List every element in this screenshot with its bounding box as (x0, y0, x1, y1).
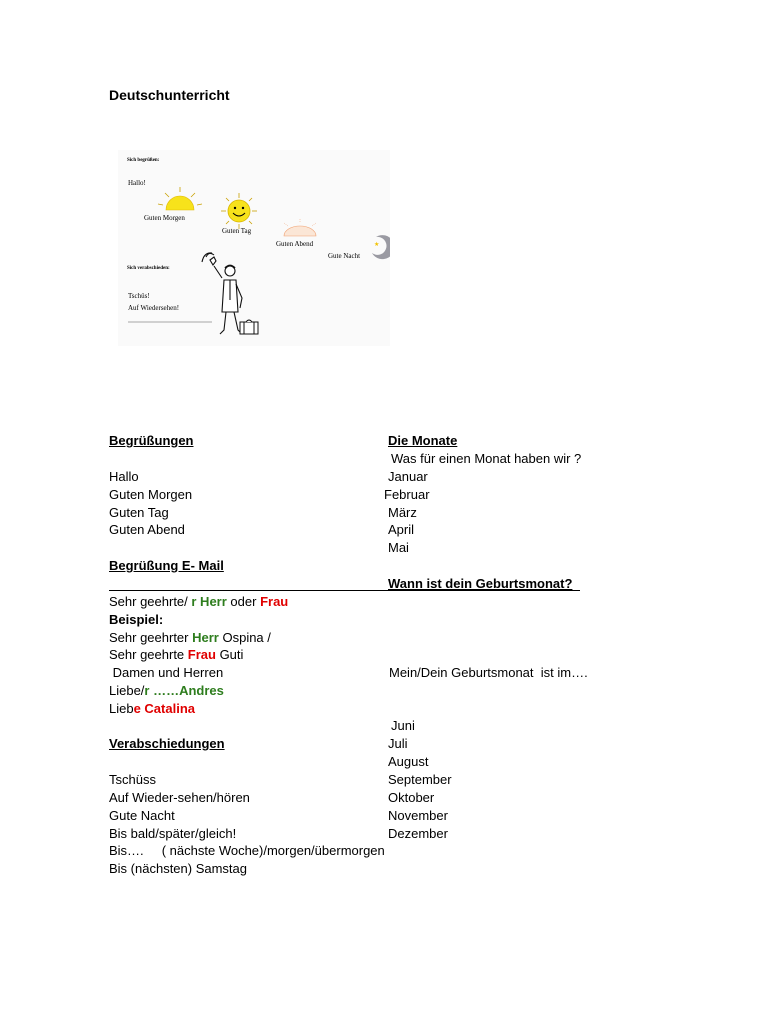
farewell-item: Bis bald/später/gleich! (109, 826, 237, 841)
illus-gute-nacht: Gute Nacht (328, 252, 361, 260)
begruessungen-heading: Begrüßungen (109, 433, 194, 448)
greeting-item: Guten Abend (109, 522, 185, 537)
illus-heading-farewell: Sich verabschieden: (127, 266, 170, 271)
month-item: Januar (388, 469, 428, 484)
illus-heading-greet: Sich begrüßen: (127, 158, 160, 163)
page-title: Deutschunterricht (109, 87, 230, 103)
birth-month-item: August (388, 754, 429, 769)
geburtsmonat-answer: Mein/Dein Geburtsmonat ist im…. (389, 665, 588, 680)
farewell-item: Auf Wieder-sehen/hören (109, 790, 250, 805)
birth-month-item: Juli (388, 736, 408, 751)
birth-month-item: Oktober (388, 790, 435, 805)
birth-month-item: November (388, 808, 448, 823)
monate-question: Was für einen Monat haben wir ? (391, 451, 582, 466)
greeting-item: Hallo (109, 469, 139, 484)
farewell-item: Gute Nacht (109, 808, 175, 823)
illus-guten-tag: Guten Tag (222, 227, 252, 235)
geburtsmonat-heading: Wann ist dein Geburtsmonat? (388, 576, 573, 591)
illus-guten-morgen: Guten Morgen (144, 214, 185, 222)
month-item: Mai (388, 540, 409, 555)
email-line-5: Liebe/r ……Andres (109, 683, 224, 698)
birth-month-item: September (388, 772, 452, 787)
email-line-4: Damen und Herren (109, 665, 224, 680)
month-item: Februar (384, 487, 430, 502)
illus-guten-abend: Guten Abend (276, 240, 314, 248)
farewell-bis-line: Bis…. ( nächste Woche)/morgen/übermorgen (109, 843, 385, 858)
farewell-item: Tschüss (109, 772, 156, 787)
suitcase-icon (240, 320, 258, 334)
month-item: März (388, 505, 417, 520)
beispiel-label: Beispiel: (109, 612, 164, 627)
monate-heading: Die Monate (388, 433, 458, 448)
greetings-illustration (118, 150, 390, 346)
email-heading: Begrüßung E- Mail (109, 558, 224, 573)
illus-tschuess: Tschüs! (128, 292, 150, 300)
greeting-item: Guten Morgen (109, 487, 193, 502)
birth-month-item: Dezember (388, 826, 448, 841)
farewell-samstag-line: Bis (nächsten) Samstag (109, 861, 248, 876)
svg-text:★: ★ (374, 242, 380, 248)
section-divider (109, 590, 580, 591)
birth-month-item: Juni (391, 718, 415, 733)
greeting-item: Guten Tag (109, 505, 169, 520)
email-line-1: Sehr geehrte/ r Herr oder Frau (109, 594, 289, 609)
month-item: April (388, 522, 415, 537)
illus-auf-wiedersehen: Auf Wiedersehen! (128, 304, 180, 312)
illus-hallo: Hallo! (128, 179, 146, 187)
email-line-2: Sehr geehrter Herr Ospina / (109, 630, 271, 645)
verabschiedungen-heading: Verabschiedungen (109, 736, 225, 751)
email-line-6: Liebe Catalina (109, 701, 195, 716)
email-line-3: Sehr geehrte Frau Guti (109, 647, 244, 662)
